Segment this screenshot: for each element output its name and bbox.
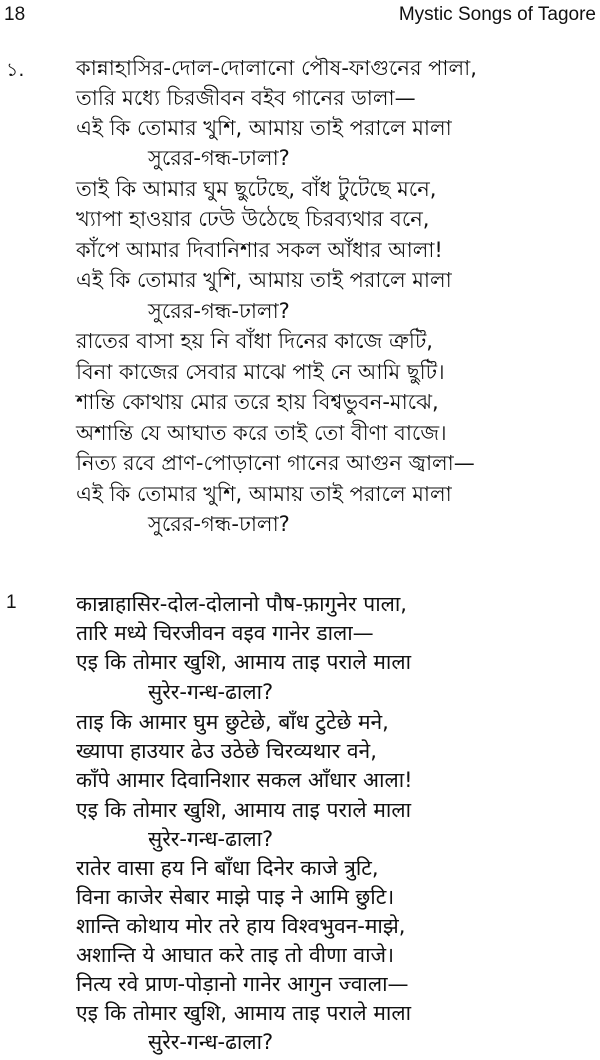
poem-line: एइ कि तोमार खुशि, आमाय ताइ पराले माला bbox=[76, 798, 412, 822]
poem-line: রাতের বাসা হয় নি বাঁধা দিনের কাজে ত্রুটি, bbox=[76, 329, 433, 353]
poem-line: তারি মধ্যে চিরজীবন বইব গানের ডালা— bbox=[76, 86, 416, 110]
poem-number: ১. bbox=[6, 59, 25, 81]
poem-line: विना काजेर सेबार माझे पाइ ने आमि छुटि। bbox=[76, 885, 395, 909]
poem-line: ख्यापा हाउयार ढेउ उठेछे चिरव्यथार वने, bbox=[76, 739, 377, 763]
poem-line: तारि मध्ये चिरजीवन वइव गानेर डाला— bbox=[76, 621, 374, 645]
page-number: 18 bbox=[4, 4, 26, 25]
poem-line: শান্তি কোথায় মোর তরে হায় বিশ্বভুবন-মাঝে, bbox=[76, 390, 439, 414]
poem-line: এই কি তোমার খুশি, আমায় তাই পরালে মালা bbox=[76, 482, 452, 506]
poem-line-refrain: সুরের-গন্ধ-ঢালা? bbox=[148, 299, 290, 323]
poem-line-refrain: সুরের-গন্ধ-ঢালা? bbox=[148, 146, 290, 170]
poem-line: रातेर वासा हय नि बाँधा दिनेर काजे त्रुटि, bbox=[76, 856, 379, 880]
poem-line-refrain: সুরের-গন্ধ-ঢালা? bbox=[148, 512, 290, 536]
poem-line: এই কি তোমার খুশি, আমায় তাই পরালে মালা bbox=[76, 268, 452, 292]
page-header bbox=[0, 0, 600, 32]
poem-line: ताइ कि आमार घुम छुटेछे, बाँध टुटेछे मने, bbox=[76, 710, 389, 734]
poem-line: शान्ति कोथाय मोर तरे हाय विश्वभुवन-माझे, bbox=[76, 914, 406, 938]
poem-line-refrain: सुरेर-गन्ध-ढाला? bbox=[148, 1030, 274, 1054]
poem-line: কাঁপে আমার দিবানিশার সকল আঁধার আলা! bbox=[76, 238, 443, 262]
running-title: Mystic Songs of Tagore bbox=[398, 4, 596, 25]
poem-line: তাই কি আমার ঘুম ছুটেছে, বাঁধ টুটেছে মনে, bbox=[76, 177, 437, 201]
poem-line: अशान्ति ये आघात करे ताइ तो वीणा वाजे। bbox=[76, 943, 395, 967]
poem-line: অশান্তি যে আঘাত করে তাই তো বীণা বাজে। bbox=[76, 421, 447, 445]
poem-line-refrain: सुरेर-गन्ध-ढाला? bbox=[148, 680, 274, 704]
poem-line: কান্নাহাসির-দোল-দোলানো পৌষ-ফাগুনের পালা, bbox=[76, 56, 477, 80]
poem-line: नित्य रवे प्राण-पोड़ानो गानेर आगुन ज्वाला— bbox=[76, 972, 409, 996]
poem-line: এই কি তোমার খুশি, আমায় তাই পরালে মালা bbox=[76, 116, 452, 140]
poem-line: काँपे आमार दिवानिशार सकल आँधार आला! bbox=[76, 768, 413, 792]
poem-line: कान्नाहासिर-दोल-दोलानो पौष-फ़ागुनेर पाला, bbox=[76, 592, 407, 616]
poem-line: एइ कि तोमार खुशि, आमाय ताइ पराले माला bbox=[76, 1001, 412, 1025]
poem-number: 1 bbox=[6, 592, 17, 613]
poem-line: নিত্য রবে প্রাণ-পোড়ানো গানের আগুন জ্বালা— bbox=[76, 451, 475, 475]
poem-line: খ্যাপা হাওয়ার ঢেউ উঠেছে চিরব্যথার বনে, bbox=[76, 207, 430, 231]
poem-line: एइ कि तोमार खुशि, आमाय ताइ पराले माला bbox=[76, 650, 412, 674]
poem-line: বিনা কাজের সেবার মাঝে পাই নে আমি ছুটি। bbox=[76, 360, 445, 384]
poem-line-refrain: सुरेर-गन्ध-ढाला? bbox=[148, 827, 274, 851]
